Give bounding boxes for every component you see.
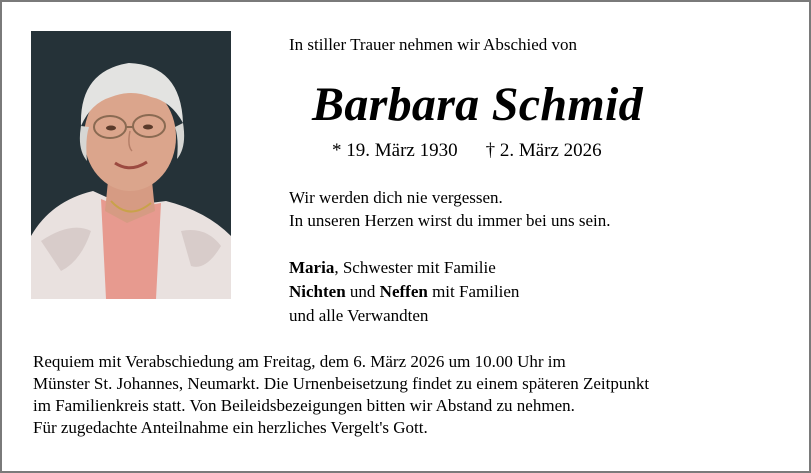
mourner-line xyxy=(289,280,519,304)
deceased-name: Barbara Schmid xyxy=(312,78,643,131)
service-details xyxy=(33,351,649,439)
mourner-name: Nichten xyxy=(289,282,346,301)
mourner-line xyxy=(289,256,519,280)
footer-line: Für zugedachte Anteilnahme ein herzliches Vergelt's Gott. xyxy=(33,418,428,437)
mourner-connector: und xyxy=(345,282,380,301)
mourners-list xyxy=(289,256,519,328)
mourner-name: Neffen xyxy=(379,282,428,301)
mourner-relation: mit Familien xyxy=(427,282,520,301)
memorial-verse xyxy=(289,186,611,232)
mourner-line: und alle Verwandten xyxy=(289,306,429,325)
mourner-relation: , Schwester mit Familie xyxy=(334,258,496,277)
verse-line: Wir werden dich nie vergessen. xyxy=(289,188,503,207)
birth-date: * 19. März 1930 xyxy=(332,140,458,161)
intro-text: In stiller Trauer nehmen wir Abschied von xyxy=(289,35,578,54)
death-date: † 2. März 2026 xyxy=(485,140,602,161)
portrait-photo xyxy=(31,31,231,299)
life-dates xyxy=(332,139,602,163)
mourner-name: Maria xyxy=(289,258,335,277)
footer-line: Münster St. Johannes, Neumarkt. Die Urnenbeisetzung findet zu einem späteren Zeitpunkt xyxy=(33,374,650,393)
verse-line: In unseren Herzen wirst du immer bei uns sein. xyxy=(289,211,611,230)
footer-line: im Familienkreis statt. Von Beileidsbezeigungen bitten wir Abstand zu nehmen. xyxy=(33,396,575,415)
footer-line: Requiem mit Verabschiedung am Freitag, dem 6. März 2026 um 10.00 Uhr im xyxy=(33,352,566,371)
